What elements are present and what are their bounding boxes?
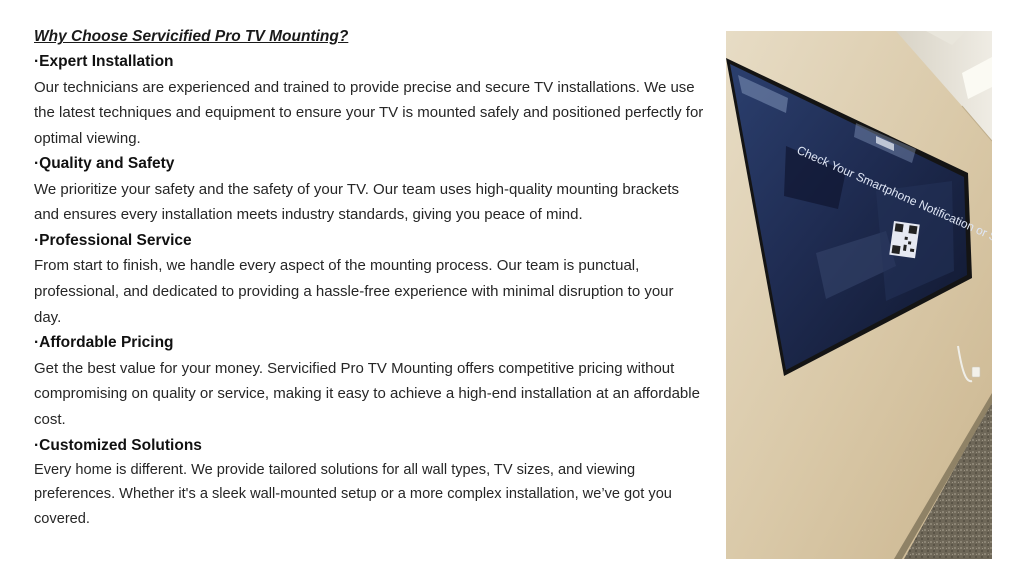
section-heading: ·Customized Solutions [34, 436, 202, 454]
mounted-tv-photo [726, 31, 992, 559]
mounted-tv-illustration [726, 31, 992, 559]
section-expert-installation [34, 49, 704, 151]
section-heading: ·Affordable Pricing [34, 334, 174, 352]
section-heading: ·Quality and Safety [34, 155, 175, 173]
section-body: From start to finish, we handle every aspect of the mounting process. Our team is punctual, professional, and dedicated to providing a hassle-free experience with minimal disruption to your day. [34, 257, 674, 326]
section-heading: ·Professional Service [34, 231, 192, 249]
section-body: Every home is different. We provide tailored solutions for all wall types, TV sizes, and viewing preferences. Whether it's a sleek wall-mounted setup or a more complex installation, we’ve got you covered. [34, 462, 672, 527]
section-heading: ·Expert Installation [34, 53, 174, 70]
section-body: Get the best value for your money. Servicified Pro TV Mounting offers competitive pricing without compromising on quality or service, making it easy to achieve a high-end installation at an affordable cost. [34, 359, 700, 428]
tv-screen-message: Check Your Smartphone Notification or Scan [794, 142, 992, 253]
qr-code-icon [889, 221, 919, 258]
section-quality-and-safety [34, 151, 704, 228]
article-title: Why Choose Servicified Pro TV Mounting? [34, 28, 349, 45]
article [34, 24, 704, 531]
section-body: Our technicians are experienced and trained to provide precise and secure TV installations. We use the latest techniques and equipment to ensure your TV is mounted safely and positioned perfectly for optimal viewing. [34, 78, 704, 147]
section-customized-solutions [34, 433, 704, 532]
section-professional-service [34, 228, 704, 330]
section-body: We prioritize your safety and the safety of your TV. Our team uses high-quality mounting brackets and ensures every installation meets industry standards, giving you peace of mind. [34, 180, 680, 224]
section-affordable-pricing [34, 330, 704, 432]
